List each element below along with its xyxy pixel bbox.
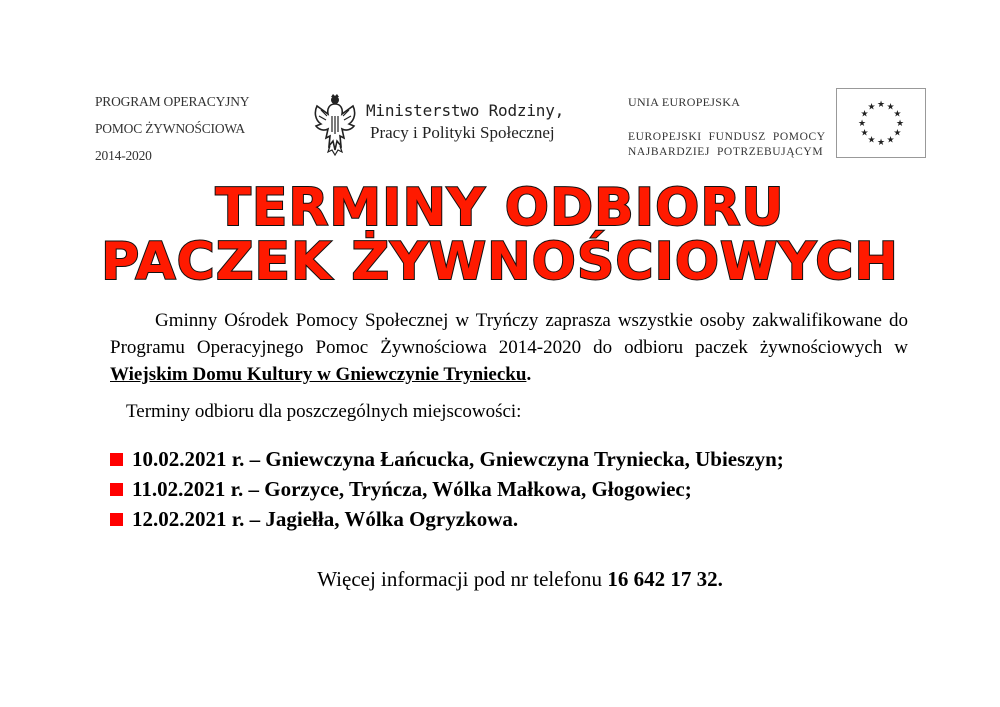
eu-star-icon: ★ [860, 127, 869, 138]
eu-star-icon: ★ [876, 99, 886, 109]
list-item [110, 504, 784, 534]
paragraph-end: . [526, 364, 532, 385]
page-title-line-2: PACZEK ŻYWNOŚCIOWYCH [101, 232, 899, 292]
ministry-name [366, 100, 564, 144]
ministry-line-2: Pracy i Polityki Społecznej [370, 123, 555, 142]
venue-name: Wiejskim Domu Kultury w Gniewczynie Tryniecku [110, 364, 527, 385]
eu-star-icon: ★ [895, 118, 905, 128]
list-item [110, 474, 784, 504]
red-square-bullet-icon [110, 513, 123, 526]
page-title-line-1: TERMINY ODBIORU [215, 178, 785, 238]
eu-title: UNIA EUROPEJSKA [628, 95, 741, 109]
ministry-line-1: Ministerstwo Rodziny, [366, 101, 565, 120]
eu-star-icon: ★ [893, 127, 902, 138]
phone-number: 16 642 17 32. [607, 567, 723, 591]
contact-info [0, 567, 1000, 592]
eu-star-icon: ★ [857, 118, 867, 128]
eu-fund-name [628, 130, 826, 160]
schedule-intro: Terminy odbioru dla poszczególnych miejscowości: [126, 401, 522, 422]
eu-flag-icon [836, 88, 926, 158]
paragraph-text: Gminny Ośrodek Pomocy Społecznej w Tryńczy zaprasza wszystkie osoby zakwalifikowane do Programu Operacyjnego Pomoc Żywnościowa 2014-2020 do odbioru paczek żywnościowych w [110, 310, 908, 358]
pickup-dates-list [110, 444, 784, 534]
eu-fund-line-1: EUROPEJSKI FUNDUSZ POMOCY [628, 131, 826, 143]
invitation-paragraph [110, 307, 908, 388]
polish-eagle-emblem-icon [312, 94, 358, 156]
date-entry: 10.02.2021 r. – Gniewczyna Łańcucka, Gniewczyna Tryniecka, Ubieszyn; [132, 446, 784, 471]
red-square-bullet-icon [110, 453, 123, 466]
list-item [110, 444, 784, 474]
date-entry: 12.02.2021 r. – Jagiełła, Wólka Ogryzkowa. [132, 506, 519, 531]
contact-text: Więcej informacji pod nr telefonu [317, 567, 608, 591]
date-entry: 11.02.2021 r. – Gorzyce, Tryńcza, Wólka Małkowa, Głogowiec; [132, 476, 692, 501]
eu-star-icon: ★ [867, 101, 876, 112]
eu-star-icon: ★ [886, 101, 895, 112]
eu-star-icon: ★ [867, 134, 876, 145]
eu-star-icon: ★ [876, 137, 886, 147]
program-line-1: PROGRAM OPERACYJNY [95, 94, 250, 109]
program-line-2: POMOC ŻYWNOŚCIOWA [95, 121, 245, 136]
eu-star-icon: ★ [860, 108, 869, 119]
program-name-block [95, 92, 295, 173]
eu-fund-line-2: NAJBARDZIEJ POTRZEBUJĄCYM [628, 146, 824, 158]
eu-star-icon: ★ [893, 108, 902, 119]
red-square-bullet-icon [110, 483, 123, 496]
eu-star-icon: ★ [886, 134, 895, 145]
program-line-3: 2014-2020 [95, 148, 152, 163]
